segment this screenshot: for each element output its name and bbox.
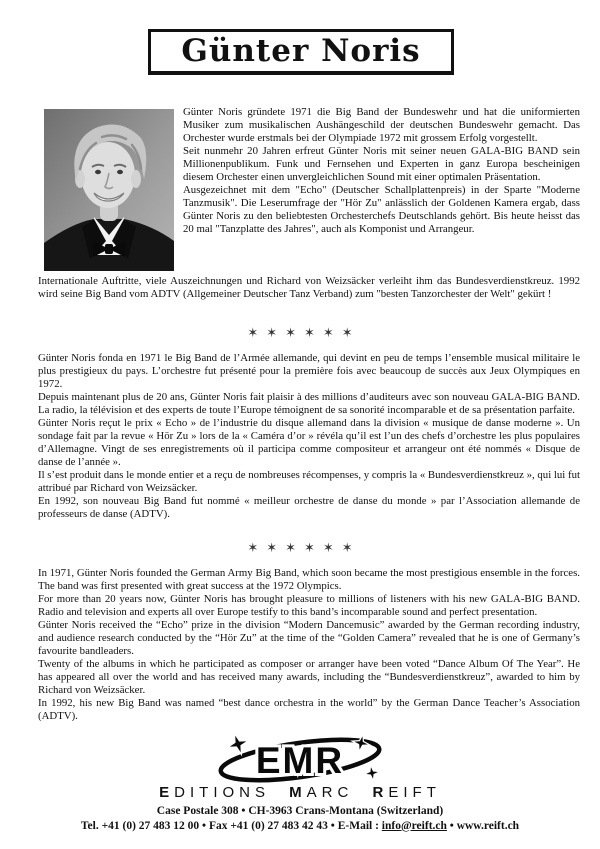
bio-paragraph: Seit nunmehr 20 Jahren erfreut Günter Noris mit seiner neuen GALA-BIG BAND sein Millionenpublikum. Funk und Fernsehen und Experten in ganz Europa bescheinigen diesem Orchester einen unvergleichlichen Sound mit einer optimalen Präsentation. bbox=[183, 145, 580, 183]
sparkle-star-icon bbox=[363, 764, 382, 783]
publisher-word: REIFT bbox=[372, 784, 441, 801]
bio-paragraph: Günter Noris gründete 1971 die Big Band der Bundeswehr und hat die uniformierten Musiker zum musikalischen Aushängeschild der deutschen Bundeswehr gemacht. Das Orchester wurde erstmals bei der Olympiade 1972 mit grossem Erfolg vorgestellt. bbox=[183, 106, 580, 144]
bio-paragraph: Ausgezeichnet mit dem "Echo" (Deutscher Schallplattenpreis) in der Sparte "Moderne Tanzmusik". Die Leserumfrage der "Hör Zu" anlässlich der Goldenen Kamera ergab, dass Günter Noris zu den beliebtesten Orchesterchefs Deutschlands gehört. Bis heute heisst das 20 mal "Tanzplatte des Jahres", auch als Komponist und Arrangeur. bbox=[183, 184, 580, 235]
publisher-word: MARC bbox=[289, 784, 354, 801]
bio-paragraph: Günter Noris received the “Echo” prize in the division “Modern Dancemusic” awarded by the German recording industry, and audience research conducted by the “Hör Zu” at the time of the “Golden Camera” revealed that he is one of Germany’s favourite bandleaders. bbox=[38, 619, 580, 657]
publisher-name bbox=[154, 784, 446, 801]
address-line: Case Postale 308 • CH-3963 Crans-Montana (Switzerland) bbox=[156, 805, 444, 817]
contact-line bbox=[81, 819, 519, 834]
title-box bbox=[148, 29, 454, 75]
bio-paragraph: Twenty of the albums in which he participated as composer or arranger have been voted “Dance Album Of The Year”. He has appeared all over the world and has received many awards, including the “Bundesverdienstkreuz”, awarded to him by Richard von Weizsäcker. bbox=[38, 658, 580, 696]
contact-separator: • bbox=[446, 819, 457, 832]
stars-separator: ✶✶✶✶✶✶ bbox=[247, 326, 361, 341]
bio-paragraph: En 1992, son nouveau Big Band fut nommé « meilleur orchestre de danse du monde » par l’Association allemande de professeurs de danse (ADTV). bbox=[38, 495, 580, 520]
stars-separator: ✶✶✶✶✶✶ bbox=[247, 541, 361, 556]
bio-paragraph: In 1992, his new Big Band was named “best dance orchestra in the world” by the German Dance Teacher’s Association (ADTV). bbox=[38, 697, 580, 722]
bio-paragraph: In 1971, Günter Noris founded the German Army Big Band, which soon became the most prestigious ensemble in the forces. The band was first presented with great success at the 1972 Olympics. bbox=[38, 567, 580, 592]
emr-logo-text: EMR bbox=[255, 740, 345, 781]
contact-text: Tel. +41 (0) 27 483 12 00 • Fax +41 (0) 27 483 42 43 • E-Mail : bbox=[80, 819, 382, 832]
emr-logo bbox=[212, 733, 388, 787]
bio-section-german bbox=[38, 106, 580, 301]
publisher-footer bbox=[0, 733, 600, 833]
bio-paragraph: For more than 20 years now, Günter Noris has brought pleasure to millions of listeners with his new GALA-BIG BAND. Radio and television and experts all over Europe testify to this band’s incomparable sound and perfect presentation. bbox=[38, 593, 580, 618]
bio-paragraph: Depuis maintenant plus de 20 ans, Günter Noris fait plaisir à des millions d’auditeurs avec son nouveau GALA-BIG BAND. La radio, la télévision et des experts de toute l’Europe témoignent de sa sonorité incomparable et de sa présentation parfaite. bbox=[38, 391, 580, 416]
bio-paragraph: Internationale Auftritte, viele Auszeichnungen und Richard von Weizsäcker verleiht ihm das Bundesverdienstkreuz. 1992 wird seine Big Band vom ADTV (Allgemeiner Deutscher Tanz Verband) zum "besten Tanzorchester der Welt" gekürt ! bbox=[38, 275, 580, 300]
bio-paragraph: Il s’est produit dans le monde entier et a reçu de nombreuses récompenses, y compris la « Bundesverdienstkreuz », qui lui fut attribué par Richard von Weizsäcker. bbox=[38, 469, 580, 494]
website-text: www.reift.ch bbox=[456, 819, 520, 832]
publisher-word: EDITIONS bbox=[159, 784, 270, 801]
page-title: Günter Noris bbox=[181, 33, 421, 69]
email-link[interactable]: info@reift.ch bbox=[381, 819, 447, 832]
bio-paragraph: Günter Noris reçut le prix « Echo » de l’industrie du disque allemand dans la division « musique de danse moderne ». Un sondage fait par la revue « Hör Zu » lors de la « Caméra d’or » révéla qu’il est l’un des chefs d’orchestre les plus populaires d’Allemagne. Vingt de ses enregistrements où il participa comme compositeur et arrangeur ont été nommés « Disque de danse de l’année ». bbox=[38, 417, 580, 468]
bio-section-english bbox=[38, 567, 580, 723]
gunter-noris-portrait-photo bbox=[44, 109, 174, 271]
bio-section-french bbox=[38, 352, 580, 521]
bio-paragraph: Günter Noris fonda en 1971 le Big Band de l’Armée allemande, qui devint en peu de temps l’ensemble musical militaire le plus prestigieux du pays. L’orchestre fut présenté pour la première fois avec beaucoup de succès aux Jeux Olympiques en 1972. bbox=[38, 352, 580, 390]
